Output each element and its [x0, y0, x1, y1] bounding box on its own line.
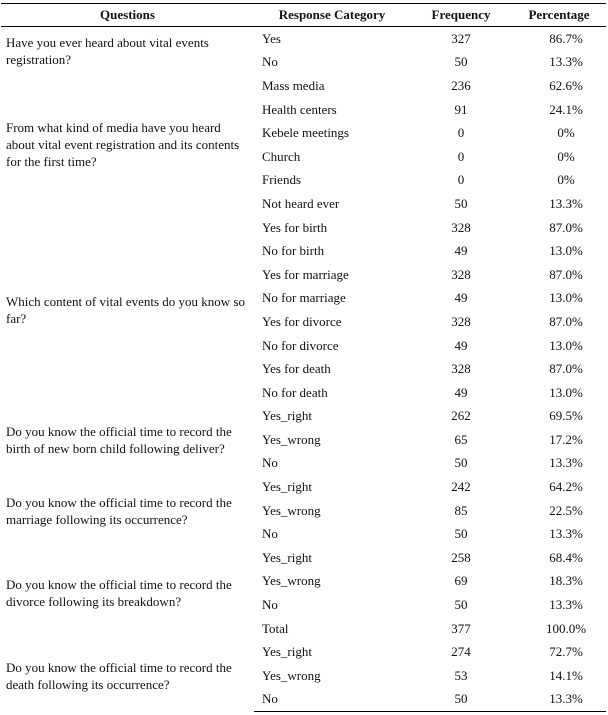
percentage-cell: 64.2% [549, 479, 583, 495]
percentage-cell: 18.3% [549, 573, 583, 589]
percentage-cell: 72.7% [549, 644, 583, 660]
percentage-cell: 13.0% [549, 337, 583, 353]
frequency-cell: 49 [454, 290, 468, 306]
response-category-cell: Yes for death [262, 361, 331, 377]
question-cell: Which content of vital events do you know so far? [6, 294, 246, 327]
frequency-cell: 50 [454, 54, 468, 70]
percentage-cell: 87.0% [549, 313, 583, 329]
percentage-cell: 87.0% [549, 361, 583, 377]
response-category-cell: Friends [262, 172, 301, 188]
percentage-cell: 13.3% [549, 54, 583, 70]
header-frequency: Frequency [410, 4, 512, 27]
response-category-cell: Yes for divorce [262, 313, 342, 329]
percentage-cell: 62.6% [549, 77, 583, 93]
percentage-cell: 13.3% [549, 195, 583, 211]
table-row [1, 216, 606, 240]
response-category-cell: Yes for marriage [262, 266, 349, 282]
response-category-cell: Yes for birth [262, 219, 328, 235]
response-category-cell: No for death [262, 384, 328, 400]
table-body [1, 27, 606, 712]
response-category-cell: Yes_right [262, 479, 312, 495]
header-percentage: Percentage [512, 4, 606, 27]
frequency-cell: 85 [454, 502, 468, 518]
question-cell: Do you know the official time to record the death following its occurrence? [6, 660, 232, 693]
percentage-cell: 17.2% [549, 431, 583, 447]
percentage-cell: 68.4% [549, 549, 583, 565]
percentage-cell: 13.3% [549, 455, 583, 471]
response-category-cell: Yes_wrong [262, 573, 321, 589]
response-category-cell: Yes_right [262, 549, 312, 565]
response-category-cell: Yes_wrong [262, 502, 321, 518]
response-category-cell: Kebele meetings [262, 125, 349, 141]
percentage-cell: 14.1% [549, 667, 583, 683]
frequency-cell: 258 [451, 549, 471, 565]
frequency-cell: 49 [454, 384, 468, 400]
header-response-category: Response Category [254, 4, 410, 27]
header-questions: Questions [1, 4, 254, 27]
frequency-cell: 328 [451, 313, 471, 329]
response-category-cell: Yes [262, 30, 281, 46]
frequency-cell: 328 [451, 219, 471, 235]
frequency-cell: 242 [451, 479, 471, 495]
question-cell: Do you know the official time to record the divorce following its breakdown? [6, 577, 232, 610]
frequency-cell: 0 [457, 148, 465, 164]
response-category-cell: Not heard ever [262, 195, 340, 211]
response-category-cell: Yes_wrong [262, 431, 321, 447]
response-category-cell: No [262, 54, 278, 70]
frequency-cell: 327 [451, 30, 471, 46]
frequency-cell: 50 [410, 688, 512, 712]
frequency-cell: 69 [454, 573, 468, 589]
percentage-cell: 24.1% [549, 101, 583, 117]
percentage-cell: 100.0% [545, 620, 587, 636]
frequency-cell: 262 [451, 408, 471, 424]
frequency-cell: 0 [457, 125, 465, 141]
response-category-cell: Yes_right [262, 644, 312, 660]
frequency-cell: 274 [451, 644, 471, 660]
table-row [1, 640, 606, 664]
percentage-cell: 13.0% [549, 243, 583, 259]
percentage-cell: 69.5% [549, 408, 583, 424]
table-row [1, 27, 606, 51]
table-row [1, 475, 606, 499]
frequency-cell: 65 [454, 431, 468, 447]
frequency-cell: 53 [454, 667, 468, 683]
question-cell: Do you know the official time to record the marriage following its occurrence? [6, 494, 232, 527]
response-category-cell: Yes_right [262, 408, 312, 424]
frequency-cell: 0 [457, 172, 465, 188]
question-cell: Do you know the official time to record the birth of new born child following deliver? [6, 423, 232, 456]
percentage-cell: 13.3% [549, 597, 583, 613]
question-cell: From what kind of media have you heard about vital event registration and its contents for the first time? [6, 120, 240, 170]
response-category-cell: No [262, 597, 278, 613]
table-row [1, 546, 606, 570]
percentage-cell: 0% [557, 148, 575, 164]
response-category-cell: Mass media [262, 77, 325, 93]
response-category-cell: No for marriage [262, 290, 346, 306]
percentage-cell: 0% [557, 125, 575, 141]
percentage-cell: 13.3% [549, 526, 583, 542]
percentage-cell: 0% [557, 172, 575, 188]
question-cell: Have you ever heard about vital events registration? [6, 34, 209, 67]
percentage-cell: 13.0% [549, 290, 583, 306]
frequency-cell: 236 [451, 77, 471, 93]
percentage-cell: 13.0% [549, 384, 583, 400]
frequency-cell: 50 [454, 597, 468, 613]
response-category-cell: Church [262, 148, 301, 164]
frequency-cell: 91 [454, 101, 468, 117]
table-row [1, 74, 606, 98]
percentage-cell: 87.0% [549, 266, 583, 282]
response-category-cell: No [262, 455, 278, 471]
frequency-cell: 328 [451, 361, 471, 377]
percentage-cell: 86.7% [549, 30, 583, 46]
response-category-cell: Health centers [262, 101, 337, 117]
percentage-cell: 13.3% [512, 688, 606, 712]
response-category-cell: No [254, 688, 410, 712]
response-category-cell: Total [262, 620, 289, 636]
table-row [1, 405, 606, 429]
response-category-cell: No for divorce [262, 337, 339, 353]
response-category-cell: Yes_wrong [262, 667, 321, 683]
response-category-cell: No for birth [262, 243, 325, 259]
frequency-cell: 50 [454, 526, 468, 542]
percentage-cell: 87.0% [549, 219, 583, 235]
frequency-cell: 328 [451, 266, 471, 282]
response-category-cell: No [262, 526, 278, 542]
table-header-row [1, 4, 606, 27]
frequency-cell: 377 [451, 620, 471, 636]
survey-table [1, 3, 606, 712]
frequency-cell: 49 [454, 337, 468, 353]
frequency-cell: 49 [454, 243, 468, 259]
percentage-cell: 22.5% [549, 502, 583, 518]
frequency-cell: 50 [454, 195, 468, 211]
frequency-cell: 50 [454, 455, 468, 471]
